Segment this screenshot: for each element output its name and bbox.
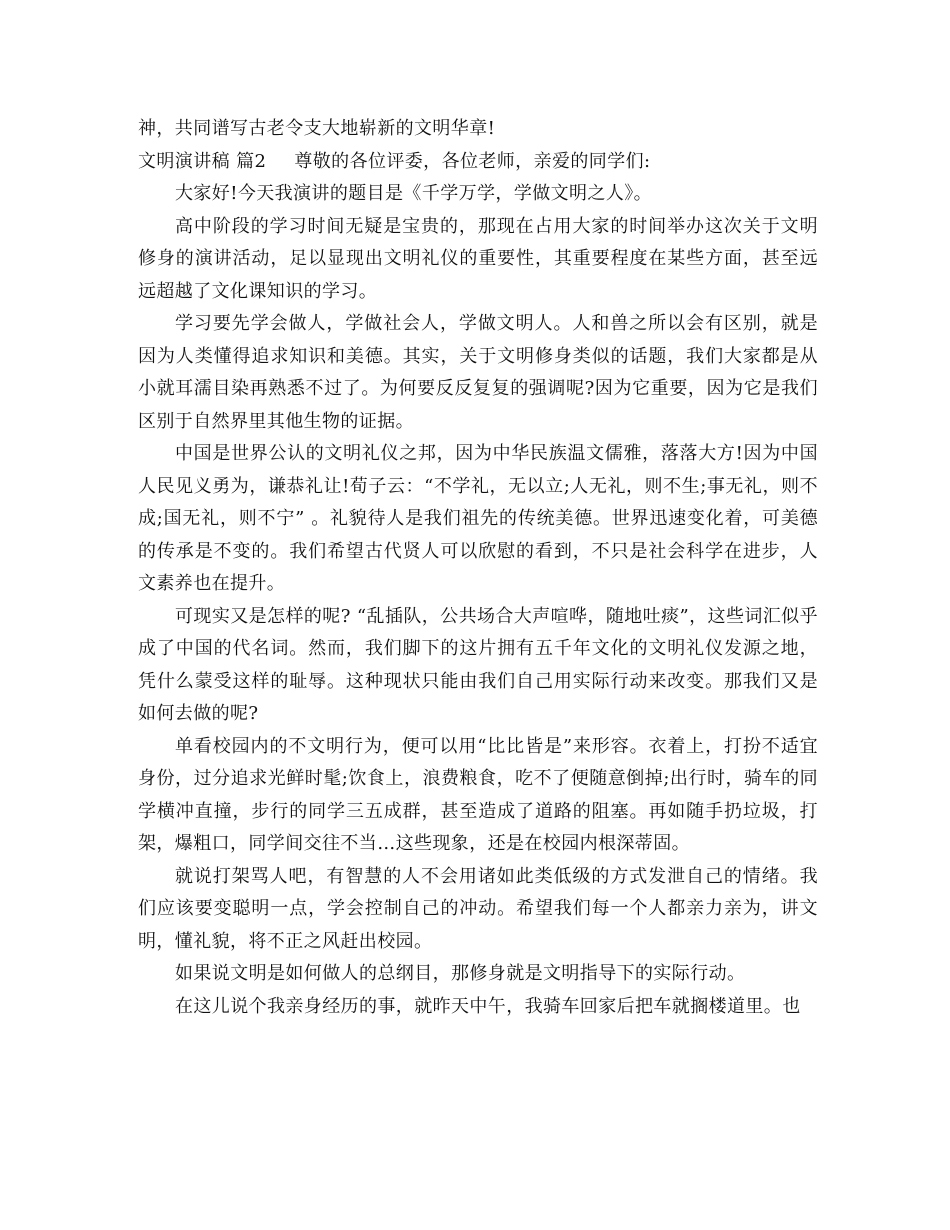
speech-heading-line [138, 146, 818, 179]
paragraph-continuation: 神，共同谱写古老令支大地崭新的文明华章! [138, 118, 496, 139]
paragraph-greeting: 大家好!今天我演讲的题目是《千学万学，学做文明之人》。 [175, 183, 653, 204]
speech-salutation: 尊敬的各位评委，各位老师，亲爱的同学们: [294, 150, 651, 172]
paragraph: 就说打架骂人吧，有智慧的人不会用诸如此类低级的方式发泄自己的情绪。我们应该要变聪明一点，学会控制自己的冲动。希望我们每一个人都亲力亲为，讲文明，懂礼貌，将不正之风赶出校园。 [138, 865, 818, 952]
speech-title: 文明演讲稿 篇2 [138, 150, 267, 172]
document-body [138, 113, 818, 1023]
paragraph: 可现实又是怎样的呢? “乱插队，公共场合大声喧哗，随地吐痰”，这些词汇似乎成了中国的代名词。然而，我们脚下的这片拥有五千年文化的文明礼仪发源之地，凭什么蒙受这样的耻辱。这种现状只能由我们自己用实际行动来改变。那我们又是如何去做的呢? [138, 605, 818, 724]
paragraph: 如果说文明是如何做人的总纲目，那修身就是文明指导下的实际行动。 [175, 963, 746, 984]
paragraph: 高中阶段的学习时间无疑是宝贵的，那现在占用大家的时间举办这次关于文明修身的演讲活动，足以显现出文明礼仪的重要性，其重要程度在某些方面，甚至远远超越了文化课知识的学习。 [138, 215, 818, 302]
paragraph: 中国是世界公认的文明礼仪之邦，因为中华民族温文儒雅，落落大方!因为中国人民见义勇为，谦恭礼让!荀子云：“不学礼，无以立;人无礼，则不生;事无礼，则不成;国无礼，则不宁” 。礼貌待人是我们祖先的传统美德。世界迅速变化着，可美德的传承是不变的。我们希望古代贤人可以欣慰的看到，不只是社会科学在进步，人文素养也在提升。 [138, 443, 818, 594]
paragraph: 学习要先学会做人，学做社会人，学做文明人。人和兽之所以会有区别，就是因为人类懂得追求知识和美德。其实，关于文明修身类似的话题，我们大家都是从小就耳濡目染再熟悉不过了。为何要反反复复的强调呢?因为它重要，因为它是我们区别于自然界里其他生物的证据。 [138, 313, 818, 432]
paragraph: 单看校园内的不文明行为，便可以用“比比皆是”来形容。衣着上，打扮不适宜身份，过分追求光鲜时髦;饮食上，浪费粮食，吃不了便随意倒掉;出行时，骑车的同学横冲直撞，步行的同学三五成群，甚至造成了道路的阻塞。再如随手扔垃圾，打架，爆粗口，同学间交往不当…这些现象，还是在校园内根深蒂固。 [138, 735, 818, 854]
paragraph: 在这儿说个我亲身经历的事，就昨天中午，我骑车回家后把车就搁楼道里。也 [175, 995, 801, 1017]
